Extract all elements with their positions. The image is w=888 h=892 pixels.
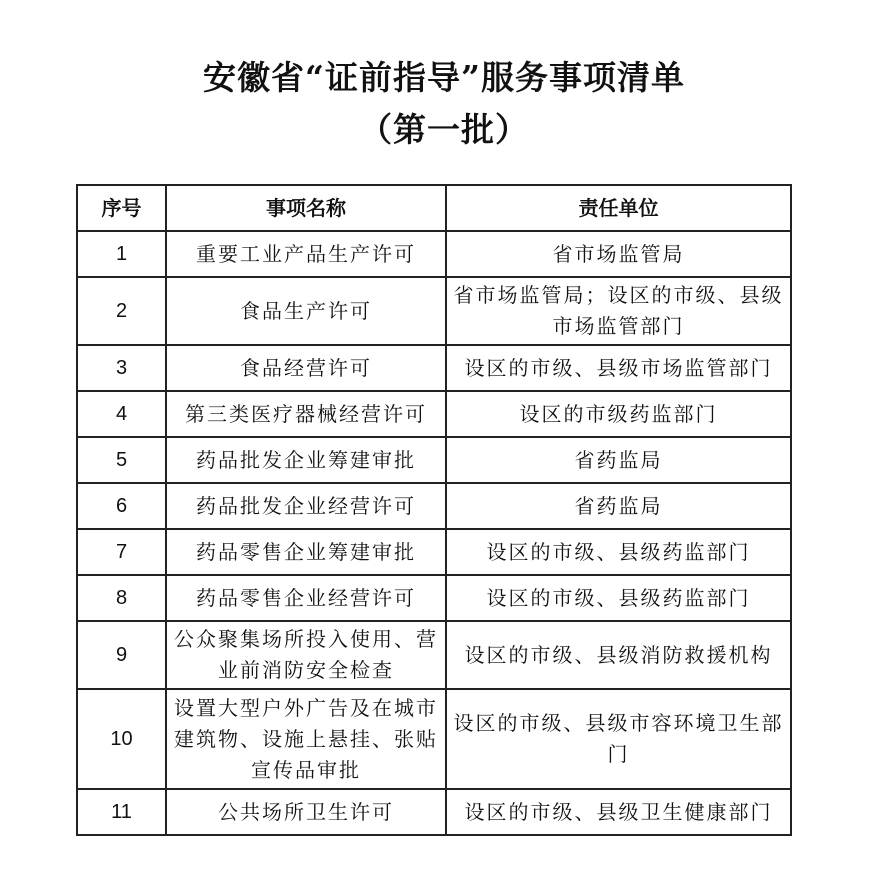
cell-responsible-unit: 设区的市级药监部门 (446, 391, 791, 437)
cell-seq: 6 (77, 483, 166, 529)
header-responsible-unit: 责任单位 (446, 185, 791, 231)
cell-seq: 5 (77, 437, 166, 483)
cell-item-name: 药品批发企业经营许可 (166, 483, 446, 529)
table-row (77, 437, 791, 483)
table-row (77, 689, 791, 789)
cell-seq: 3 (77, 345, 166, 391)
cell-item-name: 设置大型户外广告及在城市建筑物、设施上悬挂、张贴宣传品审批 (166, 689, 446, 789)
cell-item-name: 食品经营许可 (166, 345, 446, 391)
table-row (77, 391, 791, 437)
cell-seq: 1 (77, 231, 166, 277)
service-items-table (76, 184, 792, 836)
cell-responsible-unit: 省药监局 (446, 437, 791, 483)
cell-item-name: 食品生产许可 (166, 277, 446, 345)
header-seq: 序号 (77, 185, 166, 231)
table-row (77, 789, 791, 835)
table-row (77, 231, 791, 277)
table-row (77, 529, 791, 575)
cell-responsible-unit: 设区的市级、县级药监部门 (446, 529, 791, 575)
cell-seq: 9 (77, 621, 166, 689)
table-row (77, 621, 791, 689)
cell-seq: 7 (77, 529, 166, 575)
cell-responsible-unit: 设区的市级、县级消防救援机构 (446, 621, 791, 689)
cell-seq: 11 (77, 789, 166, 835)
cell-responsible-unit: 设区的市级、县级市场监管部门 (446, 345, 791, 391)
cell-responsible-unit: 省市场监管局 (446, 231, 791, 277)
table-row (77, 277, 791, 345)
cell-item-name: 第三类医疗器械经营许可 (166, 391, 446, 437)
cell-item-name: 药品零售企业经营许可 (166, 575, 446, 621)
cell-item-name: 药品批发企业筹建审批 (166, 437, 446, 483)
table-row (77, 575, 791, 621)
document-subtitle: （第一批） (359, 110, 529, 149)
cell-responsible-unit: 设区的市级、县级市容环境卫生部门 (446, 689, 791, 789)
cell-responsible-unit: 省市场监管局；设区的市级、县级市场监管部门 (446, 277, 791, 345)
cell-responsible-unit: 设区的市级、县级卫生健康部门 (446, 789, 791, 835)
cell-seq: 4 (77, 391, 166, 437)
cell-item-name: 重要工业产品生产许可 (166, 231, 446, 277)
table-header-row (77, 185, 791, 231)
table-row (77, 483, 791, 529)
cell-responsible-unit: 省药监局 (446, 483, 791, 529)
cell-seq: 8 (77, 575, 166, 621)
cell-seq: 2 (77, 277, 166, 345)
cell-item-name: 公众聚集场所投入使用、营业前消防安全检查 (166, 621, 446, 689)
document-title: 安徽省“证前指导”服务事项清单 (203, 58, 685, 97)
cell-item-name: 公共场所卫生许可 (166, 789, 446, 835)
header-item-name: 事项名称 (166, 185, 446, 231)
table-row (77, 345, 791, 391)
cell-item-name: 药品零售企业筹建审批 (166, 529, 446, 575)
cell-responsible-unit: 设区的市级、县级药监部门 (446, 575, 791, 621)
cell-seq: 10 (77, 689, 166, 789)
